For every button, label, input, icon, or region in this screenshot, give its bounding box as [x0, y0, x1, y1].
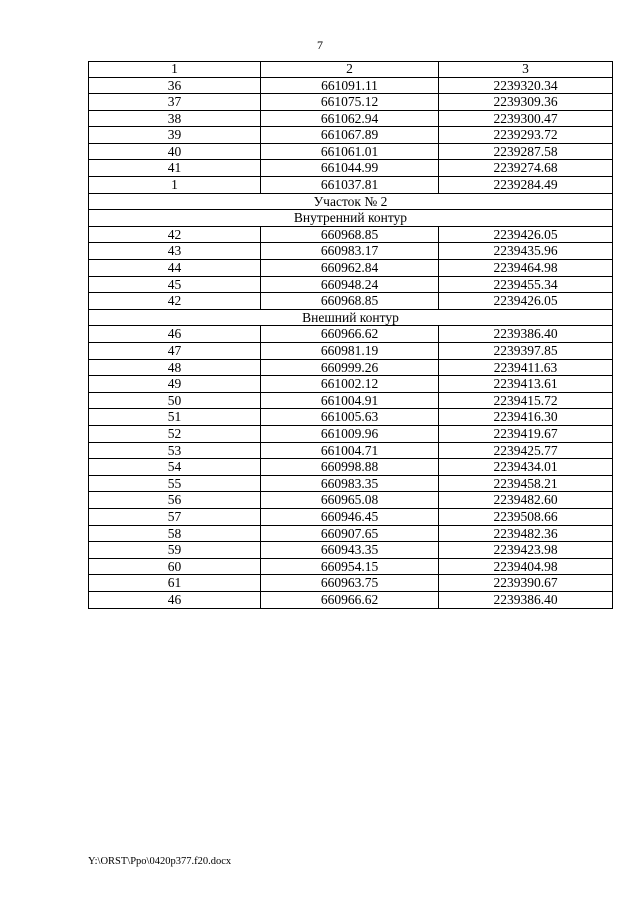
x-coordinate-cell: 661037.81	[261, 177, 439, 194]
y-coordinate-cell: 2239426.05	[439, 293, 613, 310]
x-coordinate-cell: 661002.12	[261, 376, 439, 393]
point-number-cell: 44	[89, 260, 261, 277]
file-path-footer: Y:\ORST\Ppo\0420p377.f20.docx	[88, 856, 232, 867]
y-coordinate-cell: 2239309.36	[439, 94, 613, 111]
x-coordinate-cell: 661061.01	[261, 143, 439, 160]
point-number-cell: 42	[89, 293, 261, 310]
table-row	[89, 260, 613, 277]
x-coordinate-cell: 661004.71	[261, 442, 439, 459]
y-coordinate-cell: 2239320.34	[439, 77, 613, 94]
table-row	[89, 94, 613, 111]
table-row	[89, 459, 613, 476]
table-row	[89, 425, 613, 442]
table-row	[89, 326, 613, 343]
y-coordinate-cell: 2239482.60	[439, 492, 613, 509]
y-coordinate-cell: 2239416.30	[439, 409, 613, 426]
table-row	[89, 575, 613, 592]
table-row	[89, 276, 613, 293]
x-coordinate-cell: 660965.08	[261, 492, 439, 509]
x-coordinate-cell: 661091.11	[261, 77, 439, 94]
point-number-cell: 48	[89, 359, 261, 376]
y-coordinate-cell: 2239425.77	[439, 442, 613, 459]
table-row	[89, 243, 613, 260]
section-row	[89, 309, 613, 326]
x-coordinate-cell: 660999.26	[261, 359, 439, 376]
table-row	[89, 376, 613, 393]
table-row	[89, 508, 613, 525]
point-number-cell: 47	[89, 343, 261, 360]
point-number-cell: 49	[89, 376, 261, 393]
x-coordinate-cell: 661004.91	[261, 392, 439, 409]
y-coordinate-cell: 2239404.98	[439, 558, 613, 575]
point-number-cell: 1	[89, 177, 261, 194]
point-number-cell: 50	[89, 392, 261, 409]
y-coordinate-cell: 2239482.36	[439, 525, 613, 542]
table-row	[89, 475, 613, 492]
table-row	[89, 409, 613, 426]
point-number-cell: 55	[89, 475, 261, 492]
x-coordinate-cell: 660963.75	[261, 575, 439, 592]
y-coordinate-cell: 2239455.34	[439, 276, 613, 293]
table-row	[89, 127, 613, 144]
column-header-point: 1	[89, 62, 261, 78]
point-number-cell: 53	[89, 442, 261, 459]
x-coordinate-cell: 660946.45	[261, 508, 439, 525]
y-coordinate-cell: 2239284.49	[439, 177, 613, 194]
x-coordinate-cell: 660966.62	[261, 591, 439, 608]
point-number-cell: 51	[89, 409, 261, 426]
point-number-cell: 45	[89, 276, 261, 293]
table-row	[89, 160, 613, 177]
y-coordinate-cell: 2239419.67	[439, 425, 613, 442]
point-number-cell: 52	[89, 425, 261, 442]
x-coordinate-cell: 660968.85	[261, 226, 439, 243]
point-number-cell: 37	[89, 94, 261, 111]
x-coordinate-cell: 660907.65	[261, 525, 439, 542]
y-coordinate-cell: 2239435.96	[439, 243, 613, 260]
x-coordinate-cell: 661009.96	[261, 425, 439, 442]
y-coordinate-cell: 2239386.40	[439, 326, 613, 343]
x-coordinate-cell: 661062.94	[261, 110, 439, 127]
point-number-cell: 39	[89, 127, 261, 144]
x-coordinate-cell: 660966.62	[261, 326, 439, 343]
x-coordinate-cell: 661075.12	[261, 94, 439, 111]
y-coordinate-cell: 2239413.61	[439, 376, 613, 393]
point-number-cell: 58	[89, 525, 261, 542]
section-row	[89, 193, 613, 210]
point-number-cell: 38	[89, 110, 261, 127]
column-header-x: 2	[261, 62, 439, 78]
x-coordinate-cell: 661005.63	[261, 409, 439, 426]
table-row	[89, 492, 613, 509]
y-coordinate-cell: 2239434.01	[439, 459, 613, 476]
x-coordinate-cell: 660962.84	[261, 260, 439, 277]
x-coordinate-cell: 660948.24	[261, 276, 439, 293]
point-number-cell: 57	[89, 508, 261, 525]
table-row	[89, 558, 613, 575]
table-row	[89, 442, 613, 459]
point-number-cell: 46	[89, 326, 261, 343]
x-coordinate-cell: 660981.19	[261, 343, 439, 360]
x-coordinate-cell: 660943.35	[261, 542, 439, 559]
x-coordinate-cell: 660983.17	[261, 243, 439, 260]
table-row	[89, 343, 613, 360]
table-row	[89, 143, 613, 160]
y-coordinate-cell: 2239458.21	[439, 475, 613, 492]
coordinates-table	[88, 61, 613, 609]
y-coordinate-cell: 2239390.67	[439, 575, 613, 592]
table-row	[89, 542, 613, 559]
y-coordinate-cell: 2239274.68	[439, 160, 613, 177]
table-row	[89, 359, 613, 376]
y-coordinate-cell: 2239508.66	[439, 508, 613, 525]
page-number: 7	[317, 38, 323, 52]
y-coordinate-cell: 2239386.40	[439, 591, 613, 608]
x-coordinate-cell: 660968.85	[261, 293, 439, 310]
table-row	[89, 110, 613, 127]
point-number-cell: 61	[89, 575, 261, 592]
x-coordinate-cell: 661044.99	[261, 160, 439, 177]
x-coordinate-cell: 660998.88	[261, 459, 439, 476]
point-number-cell: 54	[89, 459, 261, 476]
point-number-cell: 59	[89, 542, 261, 559]
point-number-cell: 56	[89, 492, 261, 509]
point-number-cell: 46	[89, 591, 261, 608]
x-coordinate-cell: 660983.35	[261, 475, 439, 492]
y-coordinate-cell: 2239415.72	[439, 392, 613, 409]
point-number-cell: 42	[89, 226, 261, 243]
y-coordinate-cell: 2239464.98	[439, 260, 613, 277]
section-title: Внутренний контур	[89, 210, 613, 227]
table-row	[89, 392, 613, 409]
point-number-cell: 43	[89, 243, 261, 260]
coordinates-table-body	[89, 62, 613, 609]
table-row	[89, 591, 613, 608]
point-number-cell: 60	[89, 558, 261, 575]
y-coordinate-cell: 2239397.85	[439, 343, 613, 360]
x-coordinate-cell: 660954.15	[261, 558, 439, 575]
section-title: Участок № 2	[89, 193, 613, 210]
y-coordinate-cell: 2239423.98	[439, 542, 613, 559]
y-coordinate-cell: 2239300.47	[439, 110, 613, 127]
table-header-row	[89, 62, 613, 78]
section-row	[89, 210, 613, 227]
y-coordinate-cell: 2239287.58	[439, 143, 613, 160]
point-number-cell: 41	[89, 160, 261, 177]
table-row	[89, 525, 613, 542]
table-row	[89, 77, 613, 94]
point-number-cell: 36	[89, 77, 261, 94]
y-coordinate-cell: 2239411.63	[439, 359, 613, 376]
table-row	[89, 226, 613, 243]
point-number-cell: 40	[89, 143, 261, 160]
x-coordinate-cell: 661067.89	[261, 127, 439, 144]
y-coordinate-cell: 2239426.05	[439, 226, 613, 243]
section-title: Внешний контур	[89, 309, 613, 326]
y-coordinate-cell: 2239293.72	[439, 127, 613, 144]
table-row	[89, 177, 613, 194]
table-row	[89, 293, 613, 310]
column-header-y: 3	[439, 62, 613, 78]
